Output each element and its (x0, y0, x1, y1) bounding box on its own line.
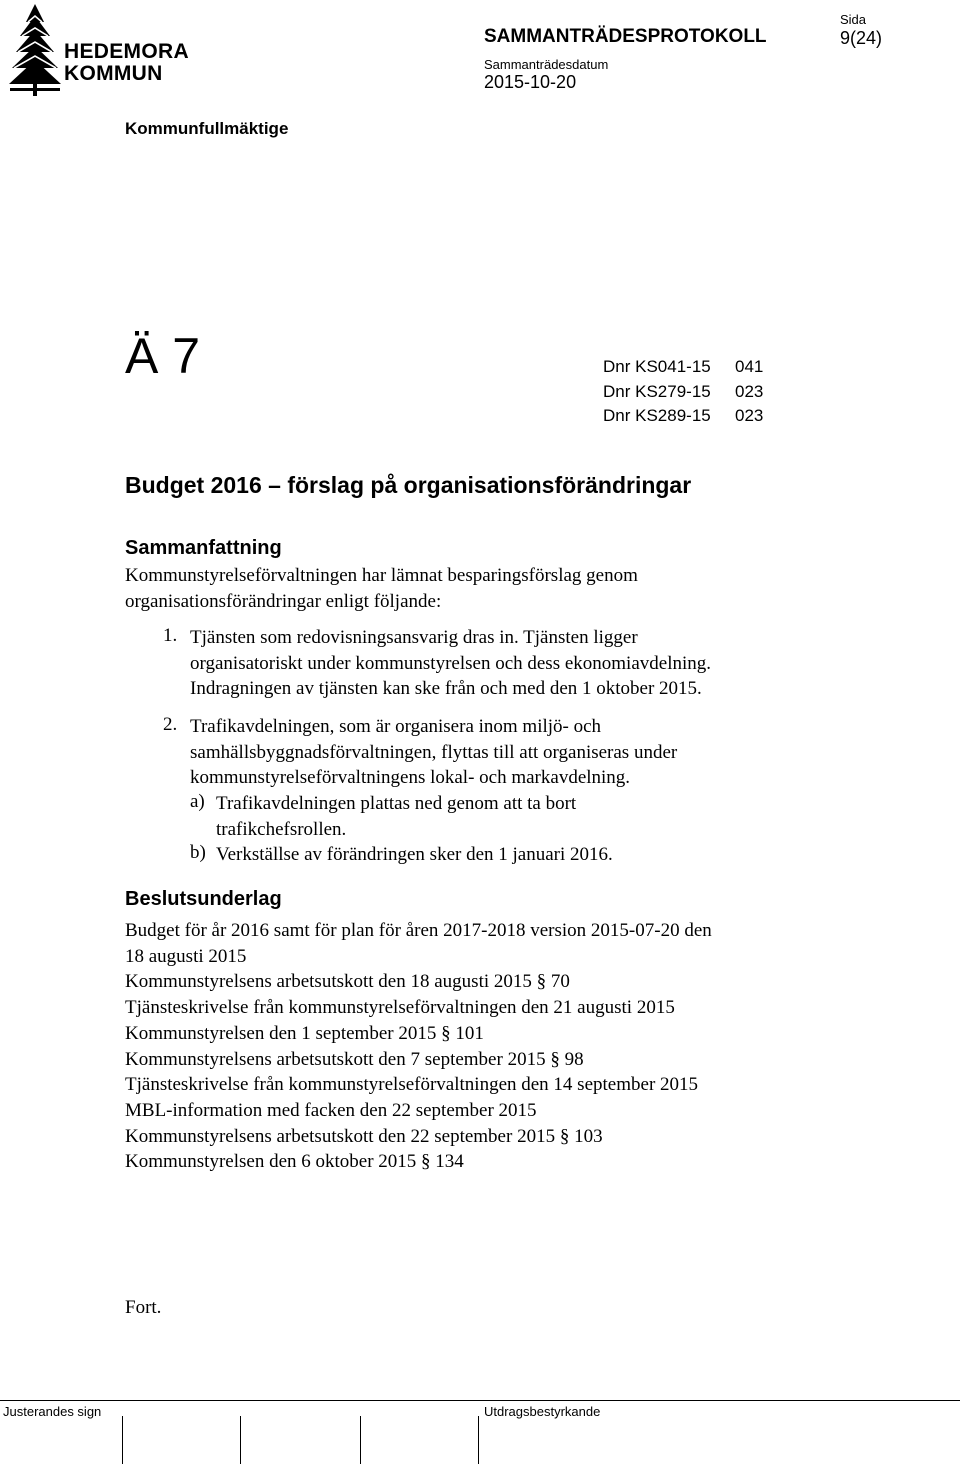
list-item-number: 1. (163, 625, 178, 646)
document-type: SAMMANTRÄDESPROTOKOLL (484, 26, 767, 47)
signature-box-divider (360, 1416, 361, 1464)
dnr-row (603, 382, 783, 402)
summary-intro (125, 563, 638, 614)
list-item-text (190, 714, 677, 791)
org-name-line2: KOMMUN (64, 62, 163, 85)
basis-item: Tjänsteskrivelse från kommunstyrelseförvaltningen den 14 september 2015 (125, 1074, 699, 1096)
signature-label: Justerandes sign (3, 1404, 102, 1419)
basis-item: Tjänsteskrivelse från kommunstyrelseförvaltningen den 21 augusti 2015 (125, 997, 675, 1019)
org-name-line1: HEDEMORA (64, 40, 189, 63)
basis-item: Budget för år 2016 samt för plan för åren 2017-2018 version 2015-07-20 den (125, 920, 712, 941)
dnr-label: Dnr KS041-15 (603, 357, 711, 376)
basis-item: Kommunstyrelsens arbetsutskott den 7 september 2015 § 98 (125, 1048, 584, 1070)
subitem-line: Verkställse av förändringen sker den 1 januari 2016. (216, 844, 613, 865)
meeting-date-label: Sammanträdesdatum (484, 57, 609, 72)
list-item-line: Tjänsten som redovisningsansvarig dras in. Tjänsten ligger (190, 627, 638, 648)
dnr-row (603, 357, 783, 377)
summary-intro-line: Kommunstyrelseförvaltningen har lämnat besparingsförslag genom (125, 565, 638, 586)
page-label: Sida (840, 12, 867, 27)
item-title: Budget 2016 – förslag på organisationsförändringar (125, 472, 692, 498)
signature-box-divider (240, 1416, 241, 1464)
basis-heading: Beslutsunderlag (125, 888, 282, 910)
summary-intro-line: organisationsförändringar enligt följande: (125, 590, 442, 612)
list-item-line: samhällsbyggnadsförvaltningen, flyttas till att organiseras under (190, 741, 678, 763)
subitem-text (216, 791, 576, 842)
page-number: 9(24) (840, 28, 883, 48)
dnr-code: 041 (735, 357, 764, 376)
basis-item: 18 augusti 2015 (125, 945, 247, 967)
basis-item: MBL-information med facken den 22 september 2015 (125, 1099, 537, 1121)
basis-item: Kommunstyrelsen den 6 oktober 2015 § 134 (125, 1151, 464, 1173)
footer-divider (0, 1400, 960, 1401)
signature-box-divider (122, 1416, 123, 1464)
fir-tree-icon (6, 2, 66, 98)
subitem-letter: a) (190, 791, 205, 812)
list-item-line: Trafikavdelningen, som är organisera inom miljö- och (190, 716, 602, 737)
dnr-label: Dnr KS279-15 (603, 382, 711, 401)
summary-heading: Sammanfattning (125, 537, 282, 559)
subitem-letter: b) (190, 842, 206, 863)
subitem-line: trafikchefsrollen. (216, 818, 347, 840)
body-name: Kommunfullmäktige (125, 119, 289, 138)
hedemora-kommun-logo (6, 2, 189, 98)
meeting-date: 2015-10-20 (484, 72, 577, 92)
continued-note: Fort. (125, 1297, 162, 1318)
basis-item: Kommunstyrelsens arbetsutskott den 18 augusti 2015 § 70 (125, 971, 570, 993)
dnr-code: 023 (735, 406, 764, 425)
list-item-line: kommunstyrelseförvaltningens lokal- och markavdelning. (190, 767, 631, 788)
basis-list (125, 918, 825, 1175)
list-item-number: 2. (163, 714, 178, 735)
subitem-text (216, 842, 613, 868)
basis-item: Kommunstyrelsens arbetsutskott den 22 september 2015 § 103 (125, 1125, 603, 1147)
certification-label: Utdragsbestyrkande (484, 1404, 601, 1419)
signature-box-divider (478, 1416, 479, 1464)
dnr-row (603, 406, 783, 426)
paragraph-id: Ä 7 (125, 328, 201, 384)
subitem-line: Trafikavdelningen plattas ned genom att ta bort (216, 793, 577, 814)
list-item-line: Indragningen av tjänsten kan ske från och med den 1 oktober 2015. (190, 678, 702, 699)
list-item-text (190, 625, 711, 702)
list-item-line: organisatoriskt under kommunstyrelsen och dess ekonomiavdelning. (190, 652, 712, 674)
dnr-code: 023 (735, 382, 764, 401)
basis-item: Kommunstyrelsen den 1 september 2015 § 101 (125, 1022, 484, 1044)
dnr-label: Dnr KS289-15 (603, 406, 711, 425)
